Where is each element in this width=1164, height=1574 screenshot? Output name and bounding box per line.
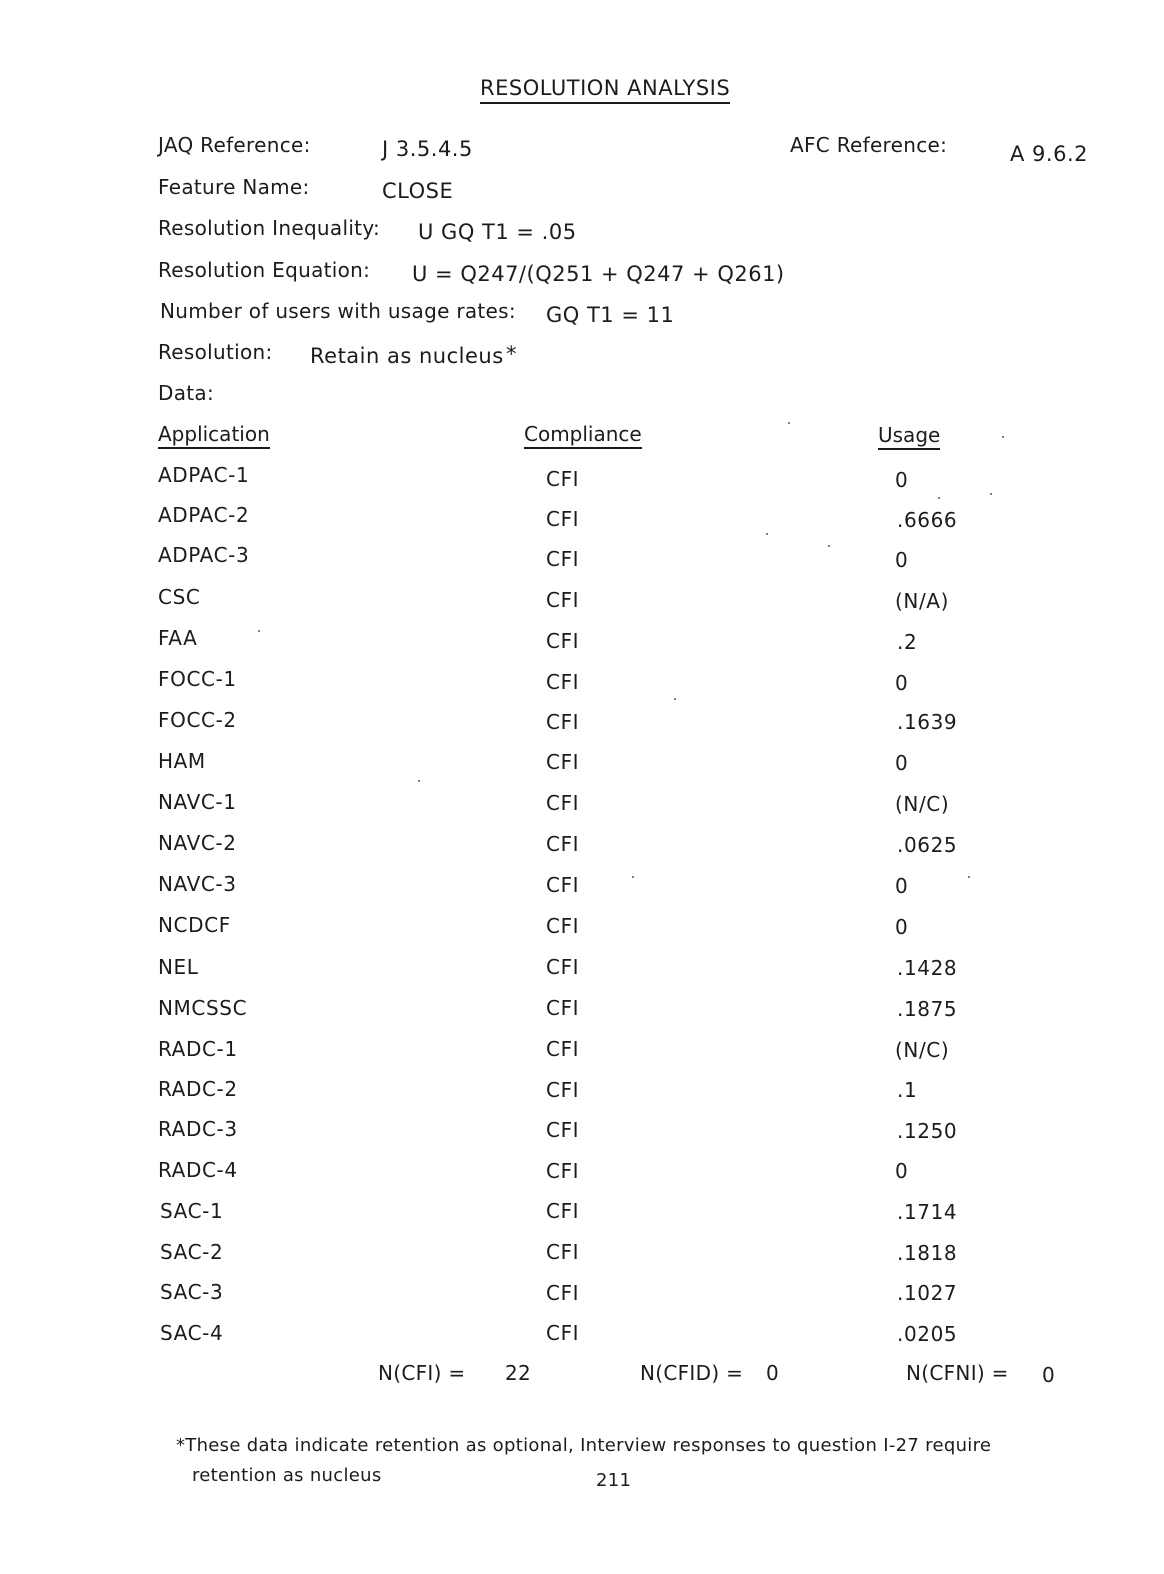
row-compliance: CFI	[546, 1078, 580, 1102]
row-usage: 0	[895, 671, 909, 695]
row-compliance: CFI	[546, 996, 580, 1020]
row-usage: .6666	[897, 508, 958, 532]
row-compliance: CFI	[546, 1281, 580, 1305]
resolution-equation-value: U = Q247/(Q251 + Q247 + Q261)	[412, 262, 785, 286]
feature-name-label: Feature Name:	[158, 175, 310, 199]
row-usage: .1027	[897, 1281, 958, 1305]
row-usage: .1639	[897, 710, 958, 734]
row-usage: .1818	[897, 1241, 958, 1265]
row-application: ADPAC-3	[158, 543, 250, 567]
scan-speck	[788, 422, 790, 424]
row-application: SAC-2	[160, 1240, 224, 1264]
row-compliance: CFI	[546, 1159, 580, 1183]
row-compliance: CFI	[546, 914, 580, 938]
row-usage: 0	[895, 548, 909, 572]
row-application: FAA	[158, 626, 198, 650]
row-usage: .1428	[897, 956, 958, 980]
total-cfid-value: 0	[766, 1361, 780, 1385]
scan-speck	[418, 780, 420, 782]
scan-speck	[258, 630, 260, 632]
row-usage: .1875	[897, 997, 958, 1021]
jaq-reference-value: J 3.5.4.5	[382, 137, 473, 161]
row-usage: .1250	[897, 1119, 958, 1143]
row-application: ADPAC-1	[158, 463, 250, 487]
scan-speck	[674, 698, 676, 700]
users-with-usage-value: GQ T1 = 11	[546, 303, 675, 327]
total-cfid-label: N(CFID) =	[640, 1361, 744, 1385]
row-application: RADC-4	[158, 1158, 238, 1182]
scan-speck	[828, 545, 830, 547]
row-application: FOCC-2	[158, 708, 237, 732]
total-cfi-value: 22	[505, 1361, 532, 1385]
resolution-footnote-mark: *	[506, 342, 517, 366]
row-compliance: CFI	[546, 467, 580, 491]
row-compliance: CFI	[546, 547, 580, 571]
row-compliance: CFI	[546, 832, 580, 856]
row-usage: .0205	[897, 1322, 958, 1346]
row-compliance: CFI	[546, 791, 580, 815]
row-application: SAC-4	[160, 1321, 224, 1345]
row-compliance: CFI	[546, 629, 580, 653]
row-compliance: CFI	[546, 750, 580, 774]
row-usage: 0	[895, 915, 909, 939]
row-application: RADC-2	[158, 1077, 238, 1101]
row-application: NAVC-1	[158, 790, 237, 814]
row-application: NCDCF	[158, 913, 231, 937]
row-compliance: CFI	[546, 507, 580, 531]
row-compliance: CFI	[546, 873, 580, 897]
afc-reference-label: AFC Reference:	[790, 133, 948, 157]
resolution-label: Resolution:	[158, 340, 273, 364]
data-label: Data:	[158, 381, 214, 405]
row-application: NAVC-2	[158, 831, 237, 855]
scan-speck	[968, 876, 970, 878]
row-compliance: CFI	[546, 710, 580, 734]
header-compliance: Compliance	[524, 422, 642, 449]
jaq-reference-label: JAQ Reference:	[158, 133, 311, 157]
row-compliance: CFI	[546, 1118, 580, 1142]
page-title: RESOLUTION ANALYSIS	[480, 76, 730, 104]
row-usage: 0	[895, 468, 909, 492]
row-usage: 0	[895, 751, 909, 775]
afc-reference-value: A 9.6.2	[1010, 142, 1088, 166]
row-application: RADC-3	[158, 1117, 238, 1141]
row-usage: (N/C)	[895, 1038, 950, 1062]
scan-speck	[938, 497, 940, 499]
row-compliance: CFI	[546, 588, 580, 612]
header-application: Application	[158, 422, 270, 449]
row-application: FOCC-1	[158, 667, 237, 691]
row-compliance: CFI	[546, 1240, 580, 1264]
resolution-equation-label: Resolution Equation:	[158, 258, 371, 282]
users-with-usage-label: Number of users with usage rates:	[160, 299, 516, 323]
row-application: ADPAC-2	[158, 503, 250, 527]
feature-name-value: CLOSE	[382, 179, 454, 203]
scan-speck	[632, 876, 634, 878]
row-usage: (N/C)	[895, 792, 950, 816]
total-cfni-value: 0	[1042, 1363, 1056, 1387]
row-usage: .2	[897, 630, 918, 654]
total-cfni-label: N(CFNI) =	[906, 1361, 1009, 1385]
row-application: SAC-1	[160, 1199, 224, 1223]
row-application: NMCSSC	[158, 996, 248, 1020]
total-cfi-label: N(CFI) =	[378, 1361, 466, 1385]
footnote-line-1: *These data indicate retention as optional, Interview responses to question I-27 require	[176, 1435, 992, 1456]
row-usage: .1714	[897, 1200, 958, 1224]
row-compliance: CFI	[546, 670, 580, 694]
row-application: SAC-3	[160, 1280, 224, 1304]
row-application: RADC-1	[158, 1037, 238, 1061]
row-compliance: CFI	[546, 1037, 580, 1061]
row-usage: 0	[895, 1159, 909, 1183]
resolution-inequality-label: Resolution Inequality:	[158, 216, 381, 240]
row-usage: 0	[895, 874, 909, 898]
resolution-inequality-value: U GQ T1 = .05	[418, 220, 577, 244]
page-number: 211	[596, 1470, 632, 1491]
header-usage: Usage	[878, 423, 940, 450]
row-compliance: CFI	[546, 1199, 580, 1223]
row-usage: .1	[897, 1078, 918, 1102]
footnote-line-2: retention as nucleus	[192, 1465, 382, 1486]
row-application: NAVC-3	[158, 872, 237, 896]
row-usage: (N/A)	[895, 589, 949, 613]
row-application: NEL	[158, 955, 199, 979]
row-usage: .0625	[897, 833, 958, 857]
row-application: CSC	[158, 585, 201, 609]
row-application: HAM	[158, 749, 206, 773]
scan-speck	[1002, 436, 1004, 438]
row-compliance: CFI	[546, 955, 580, 979]
resolution-value: Retain as nucleus	[310, 344, 504, 368]
row-compliance: CFI	[546, 1321, 580, 1345]
scan-speck	[766, 533, 768, 535]
scan-speck	[990, 493, 992, 495]
